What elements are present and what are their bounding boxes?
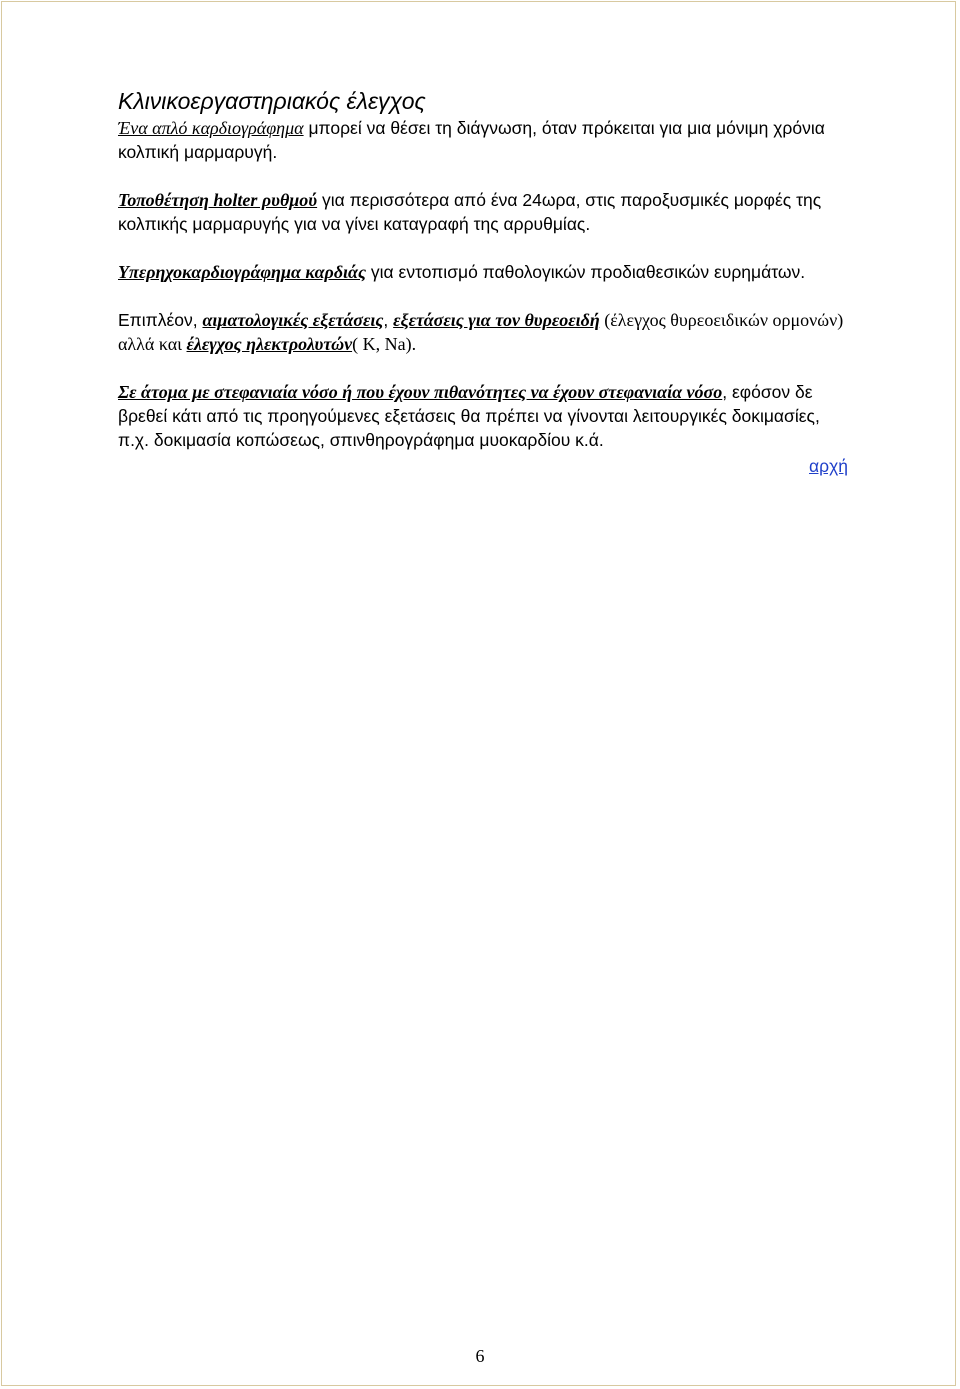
top-link-row xyxy=(118,454,848,478)
paragraph-echo xyxy=(118,260,848,284)
text-cad: , εφόσον δε βρεθεί κάτι από τις προηγούμενες εξετάσεις θα πρέπει να γίνονται λειτουργικές δοκιμασίες, π.χ. δοκιμασία κοπώσεως, σπινθηρογράφημα μυοκαρδίου κ.ά. xyxy=(118,382,820,450)
paragraph-blood xyxy=(118,308,848,356)
text-blood-tail: ( K, Na). xyxy=(352,334,417,354)
page-number: 6 xyxy=(475,1346,485,1366)
text-blood-mid: (έλεγχος θυρεοειδικών ορμονών) αλλά και xyxy=(118,310,844,354)
paragraph-cad xyxy=(118,380,848,452)
term-cad: Σε άτομα με στεφανιαία νόσο ή που έχουν πιθανότητες να έχουν στεφανιαία νόσο xyxy=(118,382,723,402)
text-echo: για εντοπισμό παθολογικών προδιαθεσικών ευρημάτων. xyxy=(366,262,806,282)
section-title: Κλινικοεργαστηριακός έλεγχος xyxy=(118,88,426,114)
text-holter: για περισσότερα από ένα 24ωρα, στις παροξυσμικές μορφές της κολπικής μαρμαρυγής για να γίνει καταγραφή της αρρυθμίας. xyxy=(118,190,822,234)
text-ecg: μπορεί να θέσει τη διάγνωση, όταν πρόκειται για μια μόνιμη χρόνια κολπική μαρμαρυγή. xyxy=(118,118,825,162)
text-blood-sep: , xyxy=(383,310,394,330)
term-thyroid-tests: εξετάσεις για τον θυρεοειδή xyxy=(393,310,600,330)
back-to-top-link[interactable]: αρχή xyxy=(809,456,848,476)
term-blood-tests: αιματολογικές εξετάσεις xyxy=(202,310,384,330)
paragraph-ecg xyxy=(118,116,848,164)
text-blood-lead: Επιπλέον, xyxy=(118,310,203,330)
paragraph-holter xyxy=(118,188,848,236)
document-content xyxy=(118,86,848,478)
term-holter: Τοποθέτηση holter ρυθμού xyxy=(118,190,318,210)
term-electrolytes: έλεγχος ηλεκτρολυτών xyxy=(186,334,353,354)
term-echo: Υπερηχοκαρδιογράφημα καρδιάς xyxy=(118,262,367,282)
term-ecg: Ένα απλό καρδιογράφημα xyxy=(118,118,304,138)
